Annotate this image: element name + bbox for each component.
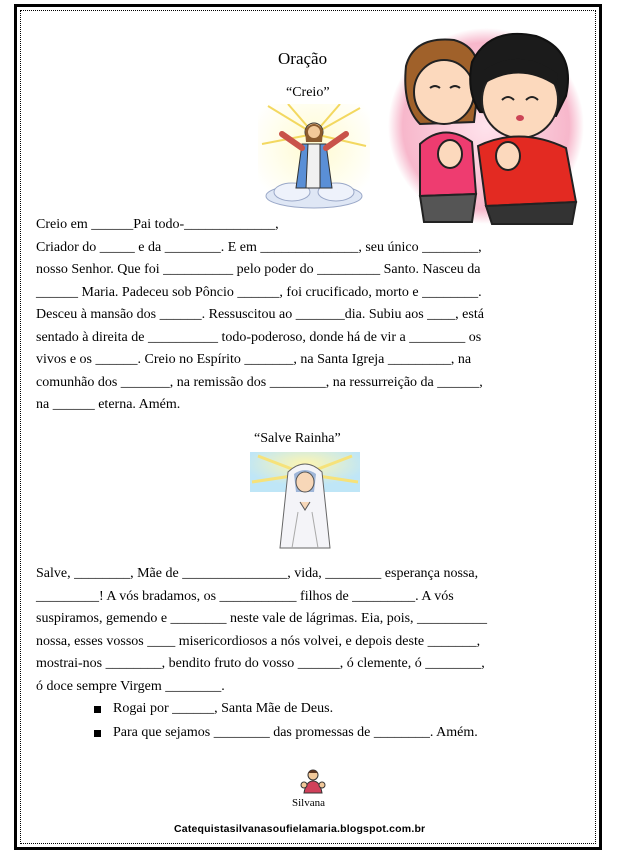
text-line: Creio em ______Pai todo-_____________, — [36, 217, 279, 232]
square-bullet-icon — [94, 730, 101, 737]
text-line: suspiramos, gemendo e ________ neste vale de lágrimas. Eia, pois, __________ — [36, 611, 488, 626]
text-line: nosso Senhor. Que foi __________ pelo poder do _________ Santo. Nasceu da — [36, 262, 481, 277]
text-line: ______ Maria. Padeceu sob Pôncio ______, foi crucificado, morto e ________. — [36, 284, 482, 300]
text-line: na ______ eterna. Amém. — [36, 397, 181, 412]
author-avatar-icon — [298, 767, 328, 795]
text-line: nossa, esses vossos ____ misericordiosos a nós volvei, e depois deste _______, — [36, 633, 481, 649]
list-item-text: Rogai por ______, Santa Mãe de Deus. — [113, 701, 334, 716]
text-line: sentado à direita de __________ todo-poderoso, donde há de vir a ________ os — [36, 329, 482, 345]
text-line: ó doce sempre Virgem ________. — [36, 678, 225, 694]
salve-rainha-prayer-text — [36, 563, 590, 698]
text-line: mostrai-nos ________, bendito fruto do vosso ______, ó clemente, ó ________, — [36, 656, 485, 671]
salve-rainha-heading: “Salve Rainha” — [254, 431, 341, 446]
page-title: Oração — [278, 49, 328, 68]
bullet-list — [94, 697, 478, 745]
list-item — [94, 697, 478, 721]
text-line: vivos e os ______. Creio no Espírito _______, na Santa Igreja _________, na — [36, 352, 472, 367]
text-line: Salve, ________, Mãe de _______________, vida, ________ esperança nossa, — [36, 566, 479, 581]
mary-illustration — [250, 452, 360, 554]
list-item — [94, 721, 478, 745]
creio-heading: “Creio” — [286, 85, 330, 100]
praying-children-illustration — [380, 26, 592, 228]
website-url: Catequistasilvanasoufielamaria.blogspot.com.br — [174, 823, 426, 835]
jesus-illustration — [258, 104, 370, 210]
text-line: Criador do _____ e da ________. E em ______________, seu único ________, — [36, 239, 482, 255]
text-line: comunhão dos _______, na remissão dos ________, na ressurreição da ______, — [36, 374, 483, 390]
creio-prayer-text — [36, 214, 590, 417]
square-bullet-icon — [94, 706, 101, 713]
text-line: Desceu à mansão dos ______. Ressuscitou ao _______dia. Subiu aos ____, está — [36, 307, 484, 322]
author-name: Silvana — [292, 797, 325, 809]
worksheet-page — [36, 0, 590, 860]
list-item-text: Para que sejamos ________ das promessas de ________. Amém. — [113, 725, 478, 740]
text-line: _________! A vós bradamos, os ___________ filhos de _________. A vós — [36, 588, 454, 604]
